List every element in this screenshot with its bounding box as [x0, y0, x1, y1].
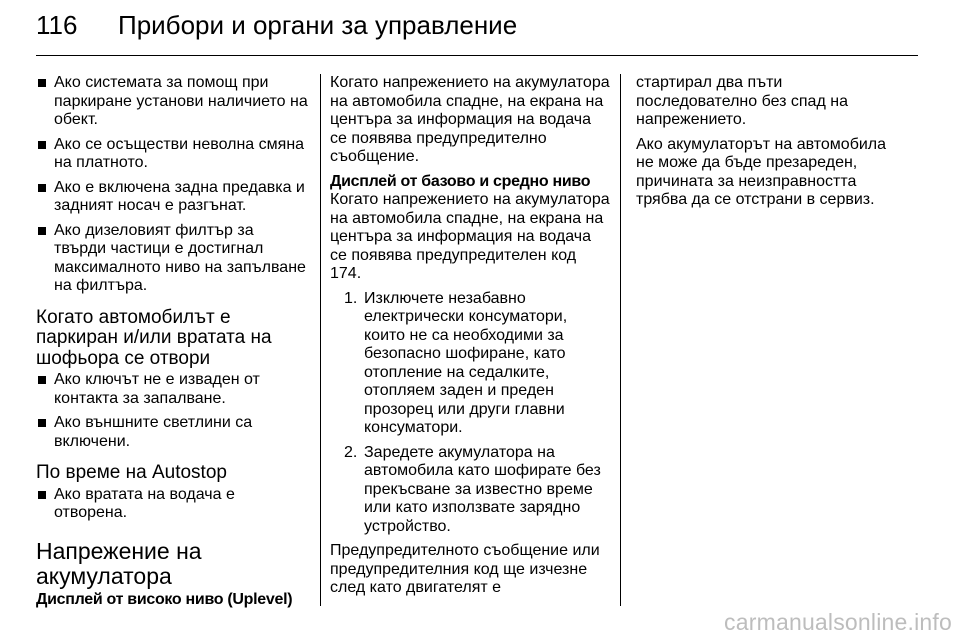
- heading-parked: Когато автомобилът е паркиран и/или вратата на шофьора се отвори: [36, 306, 272, 369]
- heading-battery-voltage: Напрежение на акумулатора: [36, 537, 202, 589]
- column-divider: [320, 74, 321, 606]
- step-number: 2.: [344, 443, 358, 461]
- column-1: [36, 74, 310, 609]
- paragraph: Когато напрежението на акумулатора на автомобила спадне, на екрана на центъра за информация на водача се появява предупредително съобщение.: [330, 74, 610, 165]
- list-item: Ако външните светлини са включени.: [36, 414, 310, 451]
- warning-list-1: [36, 74, 310, 296]
- step-item: [330, 444, 610, 537]
- step-number: 1.: [344, 289, 358, 307]
- list-item: Ако вратата на водача е отворена.: [36, 486, 310, 523]
- header-rule: [36, 55, 918, 56]
- list-item: Ако е включена задна предавка и задният носач е разгънат.: [36, 179, 310, 216]
- warning-list-3: [36, 486, 310, 523]
- heading-autostop: По време на Autostop: [36, 462, 227, 483]
- step-text: Заредете акумулатора на автомобила като шофирате без прекъсване за известно време или като използвате зарядно устройство.: [364, 443, 601, 535]
- step-text: Изключете незабавно електрически консуматори, които не са необходими за безопасно шофиране, като отопление на седалките, отопляем заден и преден прозорец или други главни консуматори.: [364, 289, 568, 436]
- column-2: [330, 74, 610, 604]
- paragraph: Когато напрежението на акумулатора на автомобила спадне, на екрана на центъра за информация на водача се появява предупредителен код 174.: [330, 191, 610, 282]
- page-title: Прибори и органи за управление: [118, 10, 518, 40]
- page-number: 116: [36, 10, 78, 40]
- paragraph: Предупредителното съобщение или предупредителния код ще изчезне след като двигателят е: [330, 542, 600, 596]
- list-item: Ако се осъществи неволна смяна на платното.: [36, 136, 310, 173]
- list-item: Ако системата за помощ при паркиране установи наличието на обект.: [36, 74, 310, 130]
- column-divider: [620, 74, 621, 606]
- paragraph: Ако акумулаторът на автомобила не може да бъде презареден, причината за неизправността трябва да се отстрани в сервиз.: [636, 135, 887, 208]
- watermark: carmanualsonline.info: [724, 609, 952, 635]
- steps-list: [330, 290, 610, 537]
- warning-list-2: [36, 371, 310, 451]
- heading-uplevel-display: Дисплей от високо ниво (Uplevel): [36, 590, 293, 608]
- column-3: [636, 74, 906, 216]
- heading-base-display: Дисплей от базово и средно ниво: [330, 172, 591, 190]
- paragraph: стартирал два пъти последователно без спад на напрежението.: [636, 74, 848, 128]
- list-item: Ако дизеловият филтър за твърди частици е достигнал максималното ниво на запълване на филтъра.: [36, 222, 310, 296]
- list-item: Ако ключът не е изваден от контакта за запалване.: [36, 371, 310, 408]
- step-item: [330, 290, 610, 438]
